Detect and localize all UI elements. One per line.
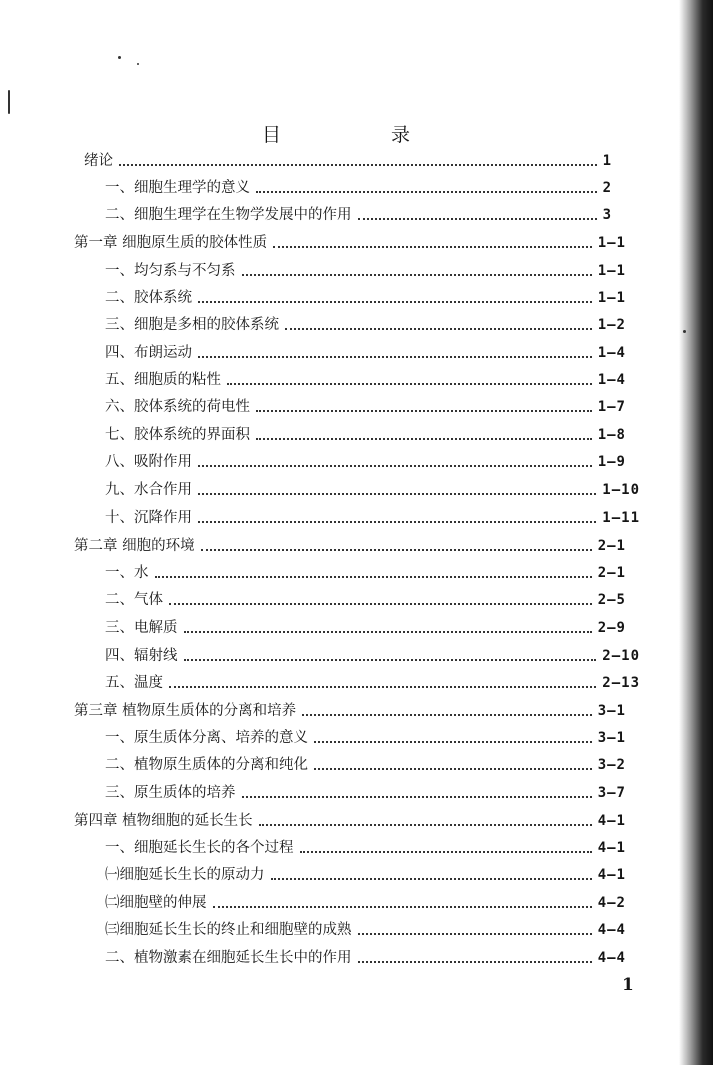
dot-leader <box>273 246 592 248</box>
toc-entry-page: 2—13 <box>602 675 640 691</box>
dot-leader <box>198 301 592 303</box>
toc-entry <box>105 723 626 747</box>
toc-entry <box>105 915 626 939</box>
toc-title-char: 目 <box>262 124 282 146</box>
toc-entry-label: 第三章 植物原生质体的分离和培养 <box>74 703 297 719</box>
toc-entry-label: 五、细胞质的粘性 <box>105 372 221 388</box>
toc-entry-page: 1—2 <box>597 317 626 333</box>
toc-entry <box>105 860 626 884</box>
dot-leader <box>242 274 592 276</box>
toc-entry-label: ㈡细胞壁的伸展 <box>105 895 207 911</box>
toc-entry <box>105 503 640 527</box>
toc-entry-page: 3—2 <box>597 757 626 773</box>
dot-leader <box>169 686 596 688</box>
toc-entry <box>74 228 626 252</box>
dot-leader <box>184 659 597 661</box>
toc-entry-page: 4—1 <box>597 867 626 883</box>
toc-entry <box>105 310 626 334</box>
speck <box>683 330 686 333</box>
toc-entry <box>74 696 626 720</box>
dot-leader <box>314 741 592 743</box>
toc-entry <box>105 943 626 967</box>
speck <box>8 90 10 114</box>
page-edge-shadow <box>679 0 713 1065</box>
toc-entry-page: 4—2 <box>597 895 626 911</box>
dot-leader <box>271 878 592 880</box>
toc-entry-page: 1—8 <box>597 427 626 443</box>
toc-entry-page: 3—7 <box>597 785 626 801</box>
speck <box>118 56 121 59</box>
toc-entry-page: 1—11 <box>602 510 640 526</box>
toc-entry <box>105 200 612 224</box>
toc-entry <box>105 668 640 692</box>
toc-title-char: 录 <box>391 124 411 146</box>
dot-leader <box>256 410 592 412</box>
toc-entry-label: ㈠细胞延长生长的原动力 <box>105 867 265 883</box>
toc-entry <box>105 420 626 444</box>
toc-entry-label: 一、水 <box>105 565 149 581</box>
toc-entry-label: 六、胶体系统的荷电性 <box>105 399 250 415</box>
dot-leader <box>285 328 592 330</box>
toc-entry-page: 1—1 <box>597 263 626 279</box>
dot-leader <box>227 383 592 385</box>
toc-entry-page: 2—5 <box>597 592 626 608</box>
toc-entry-label: 二、气体 <box>105 592 163 608</box>
toc-entry <box>74 531 626 555</box>
dot-leader <box>358 218 597 220</box>
toc-entry-page: 4—1 <box>597 840 626 856</box>
toc-entry <box>105 283 626 307</box>
toc-entry-label: 第二章 细胞的环境 <box>74 538 195 554</box>
toc-entry <box>105 256 626 280</box>
speck <box>137 63 139 65</box>
toc-entry <box>105 558 626 582</box>
toc-entry <box>105 641 640 665</box>
toc-entry-page: 4—4 <box>597 922 626 938</box>
toc-entry-label: 第四章 植物细胞的延长生长 <box>74 813 253 829</box>
toc-entry-page: 2—10 <box>602 648 640 664</box>
dot-leader <box>184 631 592 633</box>
toc-entry-page: 4—4 <box>597 950 626 966</box>
toc-entry-page: 2—9 <box>597 620 626 636</box>
toc-entry <box>105 585 626 609</box>
dot-leader <box>119 164 597 166</box>
toc-entry <box>105 338 626 362</box>
toc-entry-label: 五、温度 <box>105 675 163 691</box>
toc-entry-page: 3—1 <box>597 703 626 719</box>
toc-entry <box>105 365 626 389</box>
dot-leader <box>256 191 597 193</box>
toc-entry-page: 2—1 <box>597 538 626 554</box>
toc-entry-label: 四、布朗运动 <box>105 345 192 361</box>
toc-entry-page: 1—4 <box>597 345 626 361</box>
toc-entry-label: 二、植物原生质体的分离和纯化 <box>105 757 308 773</box>
toc-entry-label: 二、胶体系统 <box>105 290 192 306</box>
toc-entry-label: 一、细胞延长生长的各个过程 <box>105 840 294 856</box>
dot-leader <box>169 603 592 605</box>
dot-leader <box>314 768 592 770</box>
toc-entry-page: 1 <box>602 153 612 169</box>
toc-entry <box>105 888 626 912</box>
dot-leader <box>358 961 592 963</box>
toc-entry-page: 1—1 <box>597 235 626 251</box>
dot-leader <box>242 796 592 798</box>
dot-leader <box>201 549 592 551</box>
toc-entry-page: 3—1 <box>597 730 626 746</box>
dot-leader <box>300 851 592 853</box>
toc-entry-label: 三、电解质 <box>105 620 178 636</box>
toc-entry-page: 1—1 <box>597 290 626 306</box>
toc-entry-page: 3 <box>602 207 612 223</box>
toc-entry <box>105 173 612 197</box>
toc-entry-label: 八、吸附作用 <box>105 454 192 470</box>
dot-leader <box>213 906 592 908</box>
dot-leader <box>198 356 592 358</box>
toc-entry <box>105 833 626 857</box>
toc-entry-label: 二、细胞生理学在生物学发展中的作用 <box>105 207 352 223</box>
toc-entry-label: 绪论 <box>84 153 113 169</box>
toc-entry <box>105 613 626 637</box>
dot-leader <box>155 576 592 578</box>
toc-entry-label: 一、均匀系与不匀系 <box>105 263 236 279</box>
toc-entry-page: 1—10 <box>602 482 640 498</box>
toc-entry-label: ㈢细胞延长生长的终止和细胞壁的成熟 <box>105 922 352 938</box>
dot-leader <box>198 493 596 495</box>
dot-leader <box>198 465 592 467</box>
toc-entry-page: 2—1 <box>597 565 626 581</box>
toc-entry <box>105 778 626 802</box>
toc-entry-label: 三、细胞是多相的胶体系统 <box>105 317 279 333</box>
dot-leader <box>358 933 592 935</box>
page-number: 1 <box>622 975 634 995</box>
toc-entry-label: 第一章 细胞原生质的胶体性质 <box>74 235 268 251</box>
toc-entry <box>84 146 612 170</box>
toc-entry-page: 4—1 <box>597 813 626 829</box>
toc-entry <box>105 392 626 416</box>
dot-leader <box>302 714 592 716</box>
dot-leader <box>256 438 592 440</box>
toc-entry-label: 二、植物激素在细胞延长生长中的作用 <box>105 950 352 966</box>
toc-entry-label: 十、沉降作用 <box>105 510 192 526</box>
toc-entry-page: 1—7 <box>597 399 626 415</box>
toc-entry-page: 2 <box>602 180 612 196</box>
toc-entry <box>105 750 626 774</box>
toc-entry-label: 一、原生质体分离、培养的意义 <box>105 730 308 746</box>
dot-leader <box>259 824 592 826</box>
toc-entry-page: 1—4 <box>597 372 626 388</box>
toc-entry <box>74 806 626 830</box>
toc-entry-page: 1—9 <box>597 454 626 470</box>
toc-entry-label: 七、胶体系统的界面积 <box>105 427 250 443</box>
toc-entry-label: 一、细胞生理学的意义 <box>105 180 250 196</box>
toc-entry <box>105 447 626 471</box>
toc-entry-label: 三、原生质体的培养 <box>105 785 236 801</box>
toc-entry-label: 四、辐射线 <box>105 648 178 664</box>
dot-leader <box>198 521 596 523</box>
toc-entry-label: 九、水合作用 <box>105 482 192 498</box>
toc-entry <box>105 475 640 499</box>
